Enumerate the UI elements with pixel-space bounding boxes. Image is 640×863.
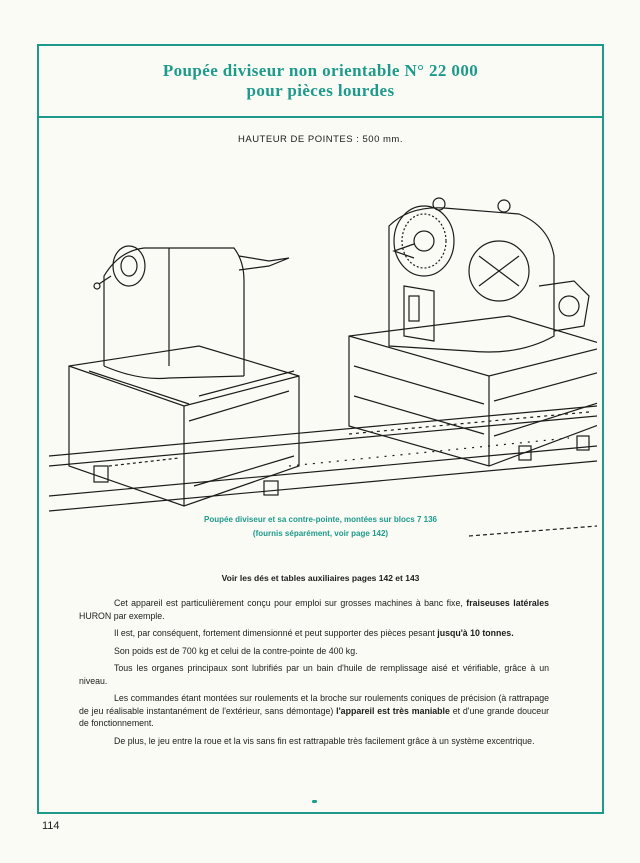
page-frame bbox=[37, 44, 604, 814]
paragraph-5 bbox=[79, 692, 549, 730]
machine-illustration bbox=[49, 166, 597, 546]
paragraph-2 bbox=[79, 627, 549, 640]
caption-line-1: Poupée diviseur et sa contre-pointe, montées sur blocs 7 136 bbox=[204, 515, 437, 524]
title-line-1: Poupée diviseur non orientable N° 22 000 bbox=[162, 61, 479, 80]
p5-bold: l'appareil est très maniable bbox=[336, 705, 450, 716]
dividing-head bbox=[389, 198, 589, 352]
p1-bold: fraiseuses latérales bbox=[466, 598, 549, 608]
figure-caption bbox=[39, 513, 602, 541]
p2-bold: jusqu'à 10 tonnes. bbox=[437, 628, 514, 638]
p2-text-a: Il est, par conséquent, fortement dimensionné et peut supporter des pièces pesant bbox=[114, 628, 435, 638]
paragraph-4: Tous les organes principaux sont lubrifiés par un bain d'huile de remplissage aisé et vérifiable, grâce à un niveau. bbox=[79, 663, 549, 686]
caption-line-2: (fournis séparément, voir page 142) bbox=[252, 529, 389, 538]
paragraph-1 bbox=[79, 597, 549, 622]
center-height-spec: HAUTEUR DE POINTES : 500 mm. bbox=[238, 134, 403, 145]
title-line-2: pour pièces lourdes bbox=[246, 81, 395, 100]
page-number: 114 bbox=[42, 820, 60, 832]
description-text bbox=[79, 597, 549, 752]
right-block bbox=[349, 316, 597, 466]
tailstock bbox=[94, 246, 289, 379]
p1-text-c: HURON par exemple. bbox=[79, 610, 165, 621]
p1-text-a: Cet appareil est particulièrement conçu pour emploi sur grosses machines à banc fixe, bbox=[114, 598, 463, 608]
paragraph-3: Son poids est de 700 kg et celui de la contre-pointe de 400 kg. bbox=[114, 645, 358, 656]
see-also-note: Voir les dés et tables auxiliaires pages 142 et 143 bbox=[221, 573, 420, 583]
paragraph-6: De plus, le jeu entre la roue et la vis sans fin est rattrapable très facilement grâce à un système excentrique. bbox=[114, 735, 535, 746]
p5-text-a: Les commandes étant montées sur roulements et la broche sur roulements coniques de précision (à rattrapage de jeu réalisable instantanément de l'extérieur, sans démontage) bbox=[79, 693, 549, 716]
title-box bbox=[39, 46, 602, 118]
decorative-dot bbox=[312, 800, 317, 803]
p5-text-c: et d'une grande douceur de fonctionnement. bbox=[79, 705, 550, 728]
left-block bbox=[69, 346, 299, 506]
